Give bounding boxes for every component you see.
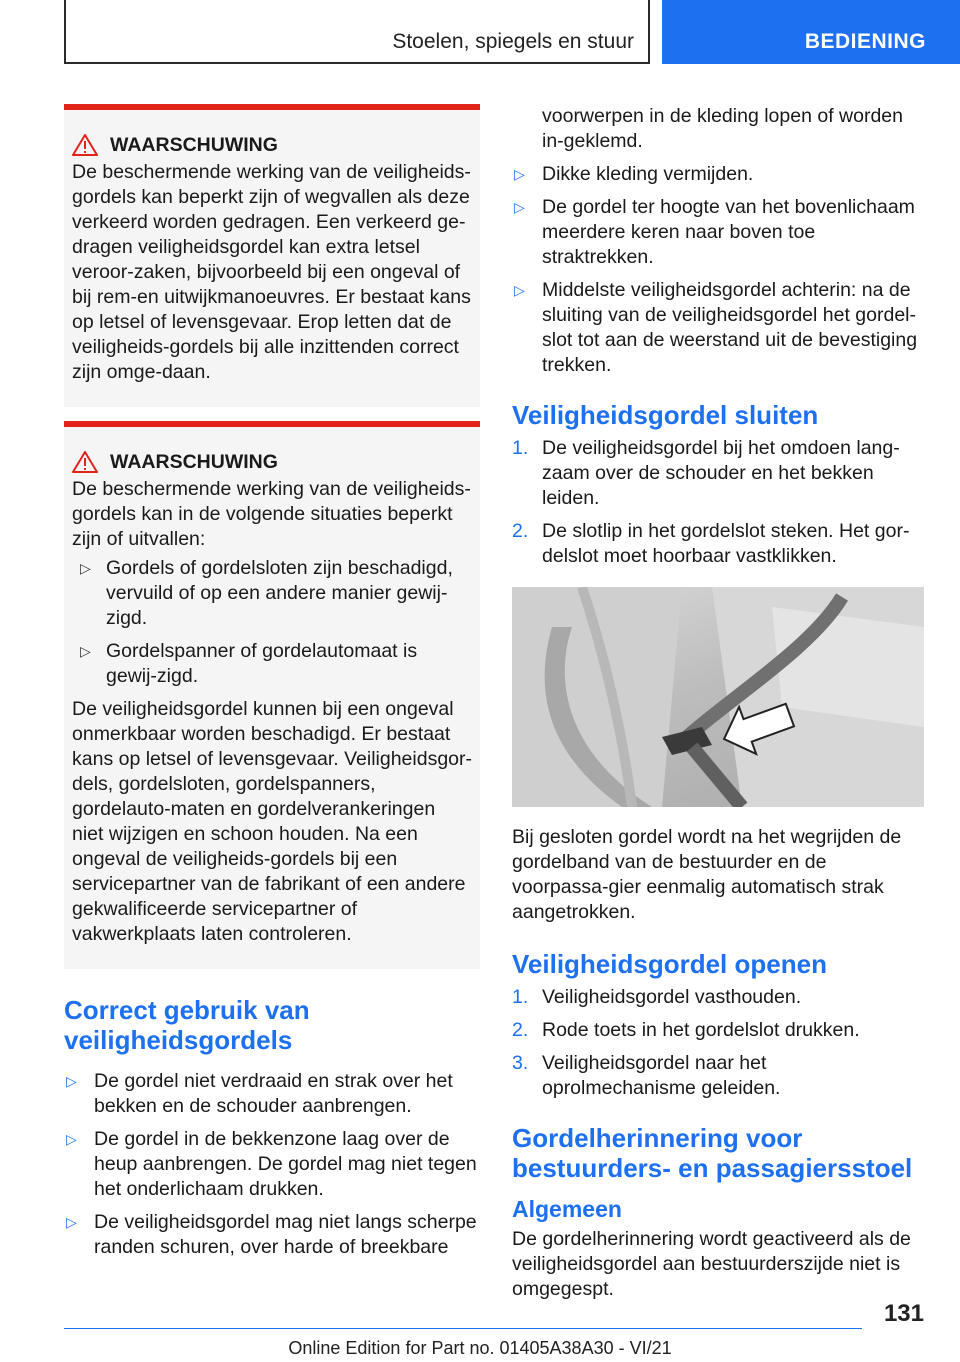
continuation-text: voorwerpen in de kleding lopen of worden in-geklemd. xyxy=(542,105,903,152)
page-number: 131 xyxy=(883,1300,924,1327)
correct-use-list xyxy=(64,1069,480,1260)
triangle-right-icon: ▷ xyxy=(66,1214,77,1230)
section-heading-correct-use: Correct gebruik van veiligheidsgordels xyxy=(64,995,310,1055)
clothing-list xyxy=(512,162,924,378)
right-column xyxy=(512,104,924,1302)
warning-triangle-icon xyxy=(72,449,110,475)
subheading-general: Algemeen xyxy=(512,1196,622,1222)
warning-intro-2: De beschermende werking van de veiligheids-gordels kan in de volgende situaties beperkt zijn of uitvallen: xyxy=(72,478,471,550)
warning-list-2 xyxy=(72,556,472,689)
warning-title-text-1: WAARSCHUWING xyxy=(110,133,278,156)
warning-box-2 xyxy=(64,421,480,969)
triangle-right-icon: ▷ xyxy=(514,199,525,215)
list-item: 1. Veiligheidsgordel vasthouden. xyxy=(512,986,802,1008)
list-item: 1. De veiligheidsgordel bij het omdoen lang-zaam over de schouder en het bekken leiden. xyxy=(512,437,900,509)
list-item: ▷ De veiligheidsgordel mag niet langs scherpe randen schuren, over harde of breekbare xyxy=(66,1211,477,1258)
warning-title-1 xyxy=(72,132,472,158)
list-item: ▷ De gordel ter hoogte van het bovenlichaam meerdere keren naar boven toe straktrekken. xyxy=(514,196,915,268)
closing-steps xyxy=(512,436,924,569)
list-item: 2. De slotlip in het gordelslot steken. Het gor-delslot moet hoorbaar vastklikken. xyxy=(512,520,910,567)
warning-triangle-icon xyxy=(72,132,110,158)
list-item: ▷ Gordels of gordelsloten zijn beschadigd, vervuild of op een andere manier gewij-zigd. xyxy=(80,557,453,629)
triangle-right-icon: ▷ xyxy=(66,1073,77,1089)
footer-edition: Online Edition for Part no. 01405A38A30 - VI/21 xyxy=(288,1338,672,1358)
list-item: 3. Veiligheidsgordel naar het oprolmechanisme geleiden. xyxy=(512,1052,781,1099)
seatbelt-buckle-photo xyxy=(512,587,924,807)
triangle-right-icon: ▷ xyxy=(80,643,91,659)
footer-divider xyxy=(64,1328,862,1329)
section-heading-closing: Veiligheidsgordel sluiten xyxy=(512,400,819,430)
list-item: ▷ Middelste veiligheidsgordel achterin: na de sluiting van de veiligheidsgordel het gordel-slot tot aan de weerstand uit de bevestiging trekken. xyxy=(514,279,918,376)
list-item: ▷ Gordelspanner of gordelautomaat is gewij-zigd. xyxy=(80,640,418,687)
triangle-right-icon: ▷ xyxy=(514,166,525,182)
section-heading-reminder: Gordelherinnering voor bestuurders- en passagiersstoel xyxy=(512,1123,913,1183)
warning-box-1 xyxy=(64,104,480,407)
list-item: ▷ De gordel niet verdraaid en strak over het bekken en de schouder aanbrengen. xyxy=(66,1070,453,1117)
list-item: ▷ Dikke kleding vermijden. xyxy=(514,163,754,185)
closing-after-text: Bij gesloten gordel wordt na het wegrijden de gordelband van de bestuurder en de voorpassa-gier eenmalig automatisch strak aangetrokken. xyxy=(512,826,902,923)
warning-title-text-2: WAARSCHUWING xyxy=(110,450,278,473)
triangle-right-icon: ▷ xyxy=(80,560,91,576)
list-item: 2. Rode toets in het gordelslot drukken. xyxy=(512,1019,860,1041)
header-section-title: Stoelen, spiegels en stuur xyxy=(392,30,634,53)
header-section-tab xyxy=(64,0,650,64)
warning-title-2 xyxy=(72,449,472,475)
opening-steps xyxy=(512,985,924,1101)
section-heading-opening: Veiligheidsgordel openen xyxy=(512,949,827,979)
warning-outro-2: De veiligheidsgordel kunnen bij een ongeval onmerkbaar worden beschadigd. Er bestaat kans op letsel of levensgevaar. Veiligheidsgor-dels, gordelsloten, gordelspanners, gordelauto-maten en gordelverankeringen niet wijzigen en schoon houden. Na een ongeval de veiligheids-gordels bij een servicepartner van de fabrikant of een andere gekwalificeerde servicepartner of vakwerkplaats laten controleren. xyxy=(72,698,472,945)
warning-text-1: De beschermende werking van de veiligheids-gordels kan beperkt zijn of wegvallen als deze verkeerd worden gedragen. Een verkeerd ge-dragen veiligheidsgordel kan extra letsel veroor-zaken, bijvoorbeeld bij een ongeval of bij rem-en uitwijkmanoeuvres. Er bestaat kans op letsel of levensgevaar. Erop letten dat de veiligheids-gordels bij alle inzittenden correct zijn omge-daan. xyxy=(72,161,471,383)
reminder-text: De gordelherinnering wordt geactiveerd als de veiligheidsgordel aan bestuurderszijde niet is omgegespt. xyxy=(512,1228,911,1300)
triangle-right-icon: ▷ xyxy=(66,1131,77,1147)
triangle-right-icon: ▷ xyxy=(514,282,525,298)
left-column xyxy=(64,104,480,1268)
header-chapter-tab xyxy=(662,0,960,64)
list-item: ▷ De gordel in de bekkenzone laag over de heup aanbrengen. De gordel mag niet tegen het onderlichaam drukken. xyxy=(66,1128,477,1200)
header-chapter-title: BEDIENING xyxy=(804,30,926,53)
